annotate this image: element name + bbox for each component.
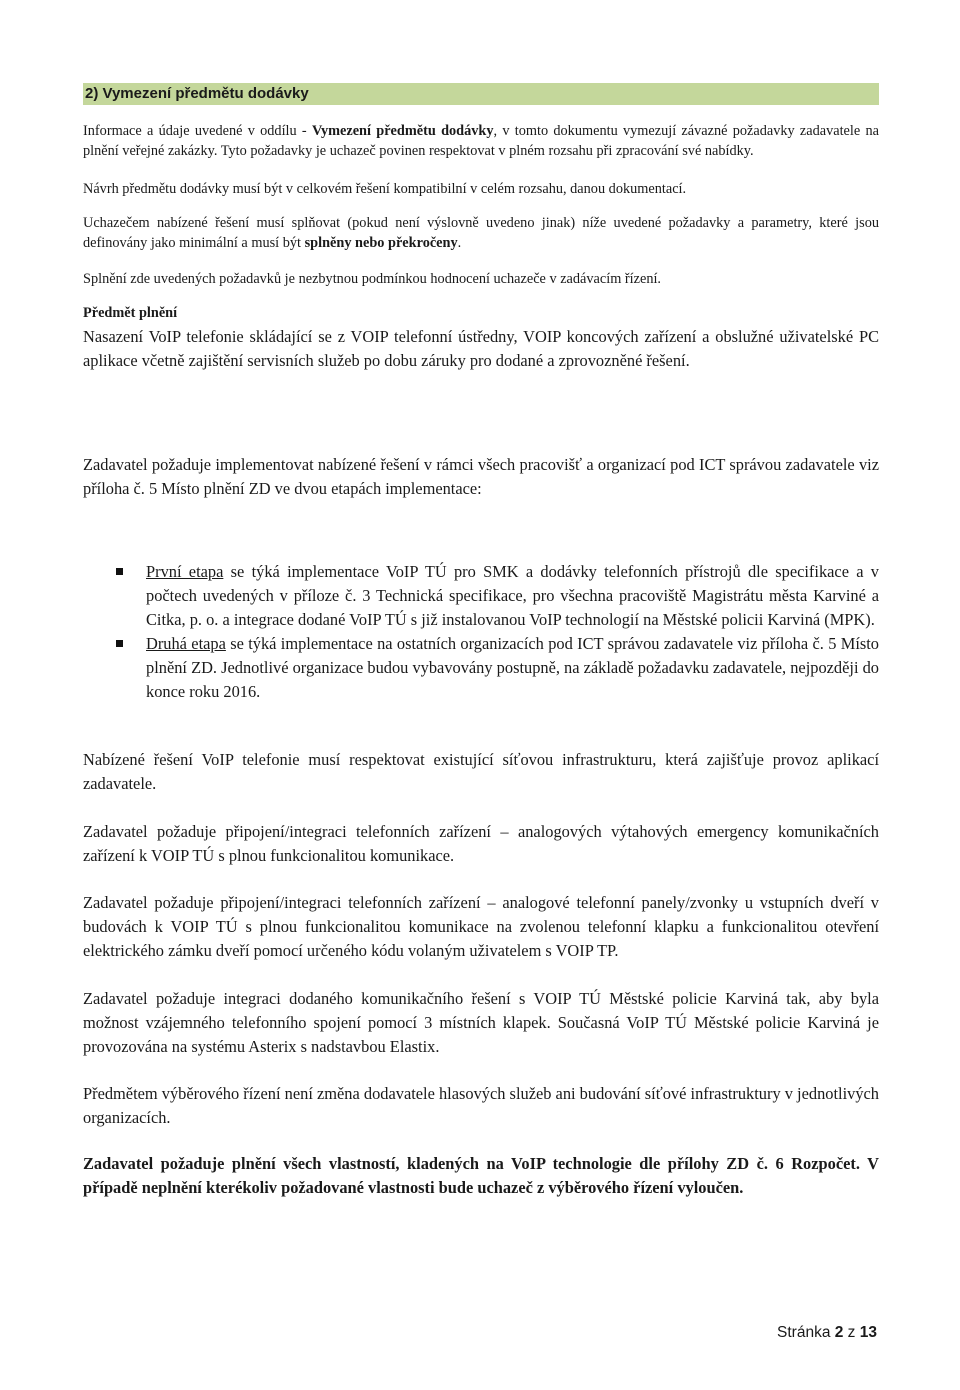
stage-label: První etapa: [146, 562, 224, 581]
stage-text: se týká implementace VoIP TÚ pro SMK a dodávky telefonních přístrojů dle specifikace a v počtech uvedených v příloze č. 3 Technická specifikace, pro všechna pracoviště Magistrátu města Karviné a Citka, p. o. a integrace dodané VoIP TÚ s již instalovanou VoIP technologií na Městské policii Karviná (MPK).: [146, 562, 879, 629]
paragraph: Zadavatel požaduje integraci dodaného komunikačního řešení s VOIP TÚ Městské policie Karviná tak, aby byla možnost vzájemného telefonního spojení pomocí 3 místních klapek. Současná VoIP TÚ Městské policie Karviná je provozována na systému Asterix s nadstavbou Elastix.: [83, 989, 879, 1056]
section-heading: 2) Vymezení předmětu dodávky: [83, 83, 879, 105]
current-page-number: 2: [834, 1324, 844, 1341]
bullet-square-icon: [116, 568, 123, 575]
footer-separator: z: [843, 1324, 860, 1341]
intro-text-c: , v tomto dokumentu vymezují závazné požadavky zadavatele na plnění veřejné zakázky. Tyto požadavky je uchazeč povinen respektovat v plném rozsahu při zpracování své nabídky.: [83, 123, 879, 159]
paragraph: Zadavatel požaduje připojení/integraci telefonních zařízení – analogových výtahových emergency komunikačních zařízení k VOIP TÚ s plnou funkcionalitou komunikace.: [83, 822, 879, 865]
paragraph: Nabízené řešení VoIP telefonie musí respektovat existující síťovou infrastrukturu, která zajišťuje provoz aplikací zadavatele.: [83, 750, 879, 793]
paragraph: Předmětem výběrového řízení není změna dodavatele hlasových služeb ani budování síťové infrastruktury v jednotlivých organizacích.: [83, 1084, 879, 1127]
req-text-a: Uchazečem nabízené řešení musí splňovat (pokud není výslovně uvedeno jinak) níže uvedené požadavky a parametry, které jsou definovány jako minimální a musí být: [83, 215, 879, 251]
final-requirement: Zadavatel požaduje plnění všech vlastností, kladených na VoIP technologie dle přílohy ZD č. 6 Rozpočet. V případě neplnění kterékoliv požadované vlastnosti bude uchazeč z výběrového řízení vyloučen.: [83, 1154, 879, 1197]
stage-list: [83, 560, 879, 704]
list-item: [83, 560, 879, 632]
implementation-stages: [83, 560, 879, 704]
subject-text: Nasazení VoIP telefonie skládající se z VOIP telefonní ústředny, VOIP koncových zařízení a obslužné uživatelské PC aplikace včetně zajištění servisních služeb po dobu záruky pro dodané a zprovozněné řešení.: [83, 327, 879, 370]
stage-label: Druhá etapa: [146, 634, 226, 653]
requirements-condition: Splnění zde uvedených požadavků je nezbytnou podmínkou hodnocení uchazeče v zadávacím řízení.: [83, 271, 662, 287]
subject-title: Předmět plnění: [83, 305, 178, 321]
page-footer: [777, 1324, 877, 1342]
req-text-c: .: [457, 234, 462, 251]
implementation-paragraph: Zadavatel požaduje implementovat nabízené řešení v rámci všech pracovišť a organizací pod ICT správou zadavatele viz příloha č. 5 Místo plnění ZD ve dvou etapách implementace:: [83, 455, 879, 498]
list-item: [83, 632, 879, 704]
footer-label: Stránka: [777, 1324, 835, 1341]
bullet-square-icon: [116, 640, 123, 647]
intro-compatibility: Návrh předmětu dodávky musí být v celkovém řešení kompatibilní v celém rozsahu, danou dokumentací.: [83, 181, 687, 197]
req-text-bold: splněny nebo překročeny: [304, 234, 458, 251]
requirements-paragraph: [83, 214, 879, 253]
intro-text-a: Informace a údaje uvedené v oddílu -: [83, 123, 312, 139]
total-pages: 13: [859, 1324, 877, 1341]
stage-text: se týká implementace na ostatních organizacích pod ICT správou zadavatele viz příloha č. 5 Místo plnění ZD. Jednotlivé organizace budou vybavovány postupně, na základě požadavku zadavatele, nejpozději do konce roku 2016.: [146, 634, 879, 701]
intro-paragraph: [83, 122, 879, 161]
intro-text-bold: Vymezení předmětu dodávky: [311, 123, 494, 139]
paragraph: Zadavatel požaduje připojení/integraci telefonních zařízení – analogové telefonní panely/zvonky u vstupních dveří v budovách k VOIP TÚ s plnou funkcionalitou komunikace na zvolenou telefonní klapku a funkcionalitou otevření elektrického zámku dveří pomocí určeného kódu volaným uživatelem s VOIP TP.: [83, 893, 879, 960]
